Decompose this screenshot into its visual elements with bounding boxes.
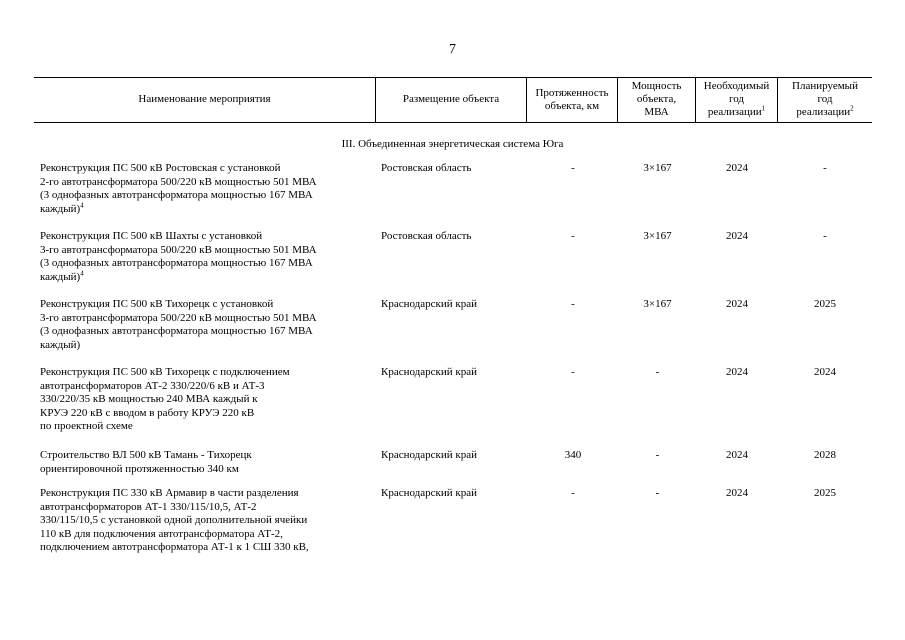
table-row-location: Ростовская область [381,162,472,174]
table-row-required-year: 2024 [726,162,748,174]
row-text-line: 3-го автотрансформатора 500/220 кВ мощностью 501 МВА [40,243,317,256]
table-row-planned-year: 2025 [814,298,836,310]
footnote-mark: 2 [850,104,854,113]
header-required-line: год [728,93,745,105]
row-text-line: каждый)$^4$ [40,269,84,283]
table-row-length: - [571,230,575,242]
row-text-line: Реконструкция ПС 330 кВ Армавир в части разделения [40,487,299,499]
row-text-line: 110 кВ для подключения автотрансформатора АТ-2, [40,527,283,540]
row-text-line: Реконструкция ПС 500 кВ Тихорецк с подключением [40,366,290,378]
page-number: 7 [449,42,456,57]
table-row-power: - [655,487,660,499]
table-row-planned-year: 2028 [814,449,836,461]
header-required-line: реализации$^1$ [707,104,766,118]
header-required-year [696,77,777,122]
header-planned-line: реализации$^2$ [796,104,854,118]
row-text-line: 3-го автотрансформатора 500/220 кВ мощностью 501 МВА [40,311,317,324]
table-row-power: - [655,449,660,461]
table-row-name [40,298,375,352]
table-row-required-year: 2024 [726,449,748,461]
table-row-power: 3×167 [643,230,672,242]
footnote-mark: 1 [761,104,766,113]
row-text-line: Реконструкция ПС 500 кВ Шахты с установкой [40,230,263,242]
row-text-line: по проектной схеме [40,420,133,433]
header-name [34,77,375,122]
table-row-length: - [571,162,575,174]
row-text-line: Реконструкция ПС 500 кВ Тихорецк с установкой [40,298,274,310]
table-row-length: - [571,366,575,378]
header-power [618,77,695,122]
table-row-name [40,366,375,434]
table-row-length: - [571,298,575,310]
table-row-planned-year: - [823,162,827,174]
table-row-power: 3×167 [643,162,672,174]
table-row-planned-year: 2025 [814,487,836,499]
header-length-line: объекта, км [544,99,600,112]
row-text-line: 330/115/10,5 с установкой одной дополнительной ячейки [40,514,308,527]
header-location [376,77,526,122]
header-required-line: Необходимый [703,80,770,92]
table-row-planned-year: 2024 [814,366,836,378]
header-planned-line: год [817,93,833,105]
table-row-required-year: 2024 [726,230,748,242]
row-text-line: (3 однофазных автотрансформатора мощностью 167 МВА [40,189,313,202]
header-name-text: Наименование мероприятия [138,93,271,105]
row-text-line: Строительство ВЛ 500 кВ Тамань - Тихорецк [40,449,252,461]
row-text-line: (3 однофазных автотрансформатора мощностью 167 МВА [40,257,313,270]
header-length [527,77,617,122]
header-planned-year [778,77,872,122]
header-location-text: Размещение объекта [402,93,500,105]
table-row-length: - [571,487,575,499]
row-text-line: Реконструкция ПС 500 кВ Ростовская с установкой [40,162,281,174]
table-row-name [40,449,375,476]
table-row-name [40,162,375,216]
row-text-line: 330/220/35 кВ мощностью 240 МВА каждый к [40,393,258,406]
table-row-location: Ростовская область [381,230,472,242]
table-row-power: 3×167 [643,298,672,310]
row-text-line: подключением автотрансформатора АТ-1 к 1 СШ 330 кВ, [40,541,309,554]
header-bottom-rule [34,122,872,123]
row-text-line: КРУЭ 220 кВ с вводом в работу КРУЭ 220 кВ [40,406,255,419]
footnote-mark: 4 [80,269,84,278]
row-text-line: каждый)$^4$ [40,201,84,215]
table-row-location: Краснодарский край [381,487,478,499]
table-row-required-year: 2024 [726,487,748,499]
table-row-power: - [655,366,660,378]
header-power-line: МВА [644,106,669,118]
section-title: III. Объединенная энергетическая система Юга [341,138,564,150]
header-length-line: Протяженность [535,86,609,99]
header-power-line: объекта, [636,93,677,105]
table-row-location: Краснодарский край [381,366,478,378]
table-row-name [40,230,375,284]
row-text-line: 2-го автотрансформатора 500/220 кВ мощностью 501 МВА [40,175,317,188]
row-text-line: автотрансформаторов АТ-1 330/115/10,5, АТ-2 [40,500,257,513]
table-row-planned-year: - [823,230,827,242]
table-row-name [40,487,375,555]
table-row-location: Краснодарский край [381,298,478,310]
header-planned-line: Планируемый [792,80,858,92]
row-text-line: автотрансформаторов АТ-2 330/220/6 кВ и АТ-3 [40,379,265,392]
table-row-location: Краснодарский край [381,449,478,461]
row-text-line: каждый) [40,338,81,351]
header-power-line: Мощность [631,80,682,92]
row-text-line: ориентировочной протяженностью 340 км [40,462,239,475]
table-row-length: 340 [564,449,582,461]
footnote-mark: 4 [80,201,84,210]
table-row-required-year: 2024 [726,298,748,310]
table-row-required-year: 2024 [726,366,748,378]
row-text-line: (3 однофазных автотрансформатора мощностью 167 МВА [40,325,313,338]
